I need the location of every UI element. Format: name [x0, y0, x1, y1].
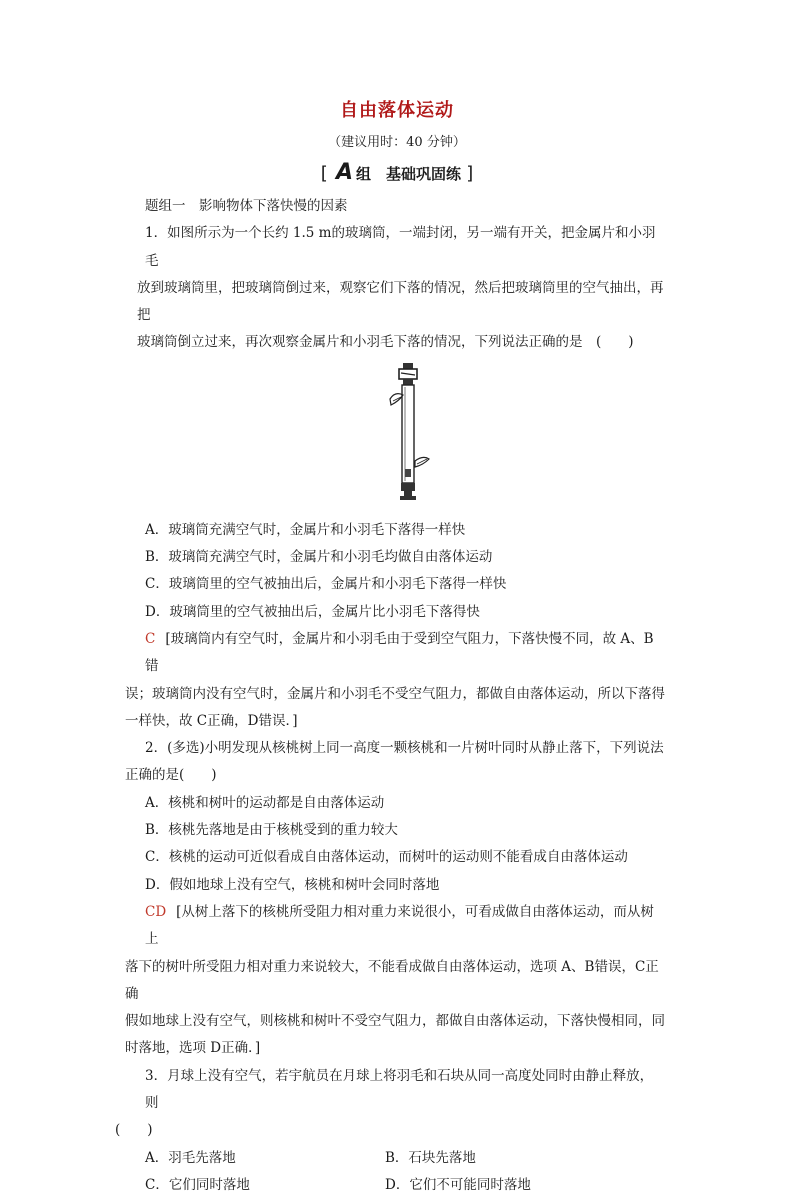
q1-option-b: B．玻璃筒充满空气时，金属片和小羽毛均做自由落体运动 [145, 549, 493, 566]
q2-option-c: C．核桃的运动可近似看成自由落体运动，而树叶的运动则不能看成自由落体运动 [145, 849, 628, 866]
q3-option-d: D．它们不可能同时落地 [385, 1176, 531, 1193]
q1-answer-line: 误；玻璃筒内没有空气时，金属片和小羽毛不受空气阻力，都做自由落体运动，所以下落得 [125, 685, 665, 702]
group-header [0, 160, 794, 185]
page-subtitle: （建议用时：40 分钟） [328, 135, 466, 150]
group-open-bracket: [ [320, 163, 328, 184]
q2-option-a: A．核桃和树叶的运动都是自由落体运动 [145, 794, 385, 811]
q3-options-row-2 [145, 1172, 665, 1199]
group-label: 组 基础巩固练 [356, 165, 462, 183]
q1-option-a: A．玻璃筒充满空气时，金属片和小羽毛下落得一样快 [145, 521, 466, 538]
q3-stem-line: 3．月球上没有空气，若宇航员在月球上将羽毛和石块从同一高度处同时由静止释放，则 [145, 1067, 654, 1112]
glass-tube-illustration [385, 361, 435, 509]
topic-heading: 题组一 影响物体下落快慢的因素 [145, 198, 348, 214]
question-2 [125, 735, 665, 1063]
group-letter: A [335, 160, 353, 185]
content [115, 193, 665, 1199]
q3-option-a: A．羽毛先落地 [145, 1149, 236, 1166]
q2-answer-text: [从树上落下的核桃所受阻力相对重力来说很小，可看成做自由落体运动，而从树上 [145, 903, 654, 948]
q2-stem-line: 2．(多选)小明发现从核桃树上同一高度一颗核桃和一片树叶同时从静止落下，下列说法 [145, 740, 664, 757]
page-title: 自由落体运动 [340, 100, 454, 121]
q2-answer-letter: CD [145, 903, 167, 920]
q2-answer-line: 假如地球上没有空气，则核桃和树叶不受空气阻力，都做自由落体运动，下落快慢相同，同 [125, 1013, 665, 1030]
q3-option-b: B．石块先落地 [385, 1149, 476, 1166]
q2-stem-line: 正确的是( ) [125, 767, 217, 784]
question-1 [125, 220, 665, 735]
q3-option-c: C．它们同时落地 [145, 1176, 250, 1193]
q1-stem-line: 玻璃筒倒立过来，再次观察金属片和小羽毛下落的情况，下列说法正确的是 ( ) [137, 334, 634, 351]
q1-answer-letter: C [145, 630, 156, 647]
q3-stem-line: ( ) [115, 1122, 153, 1139]
q1-option-d: D．玻璃筒里的空气被抽出后，金属片比小羽毛下落得快 [145, 603, 480, 620]
q1-answer [145, 626, 665, 681]
q2-answer-line: 时落地，选项 D正确．] [125, 1040, 261, 1057]
question-3 [115, 1063, 665, 1199]
group-close-bracket: ] [466, 163, 474, 184]
q2-option-b: B．核桃先落地是由于核桃受到的重力较大 [145, 822, 398, 839]
q1-answer-line: 一样快，故 C正确，D错误．] [125, 712, 298, 729]
q2-answer [145, 899, 665, 954]
q3-options-row-1 [145, 1145, 665, 1172]
q1-option-c: C．玻璃筒里的空气被抽出后，金属片和小羽毛下落得一样快 [145, 576, 507, 593]
q1-answer-text: [玻璃筒内有空气时，金属片和小羽毛由于受到空气阻力，下落快慢不同，故 A、B错 [145, 630, 654, 675]
q2-option-d: D．假如地球上没有空气，核桃和树叶会同时落地 [145, 876, 440, 893]
q1-stem-line: 放到玻璃筒里，把玻璃筒倒过来，观察它们下落的情况，然后把玻璃筒里的空气抽出，再把 [137, 279, 664, 324]
q1-stem-line: 1．如图所示为一个长约 1.5 m的玻璃筒，一端封闭，另一端有开关，把金属片和小羽毛 [145, 225, 656, 269]
q2-answer-line: 落下的树叶所受阻力相对重力来说较大，不能看成做自由落体运动，选项 A、B错误，C正确 [125, 958, 659, 1002]
glass-tube-figure [145, 361, 665, 511]
